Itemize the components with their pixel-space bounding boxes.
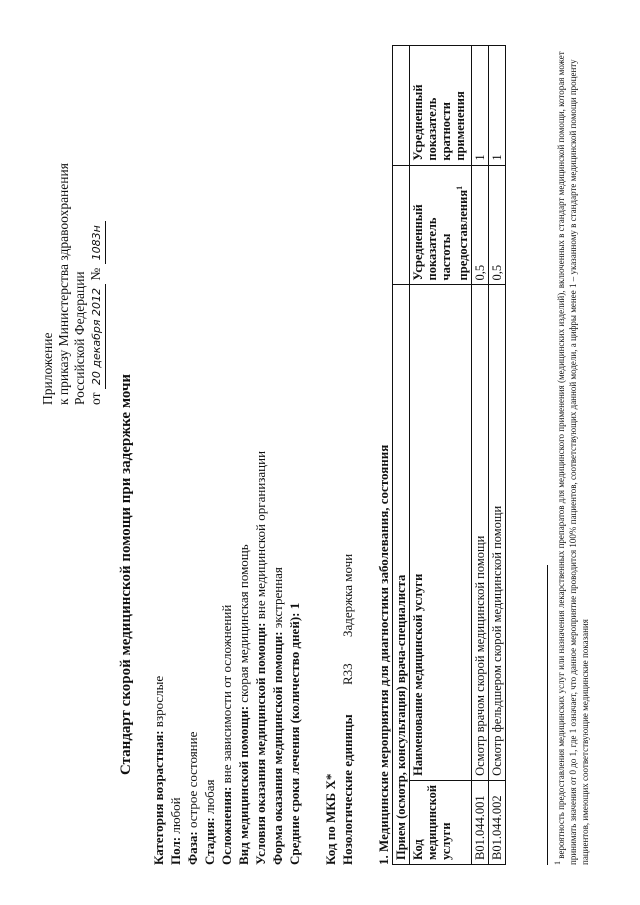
header-frequency: [410, 165, 472, 285]
header-code: Код медицинской услуги: [410, 780, 472, 864]
param-care-form: [269, 451, 286, 865]
table-subheader: Прием (осмотр, консультация) врача-специалиста: [393, 285, 410, 865]
annex-date-line: [88, 163, 106, 405]
param-care-conditions: [252, 451, 269, 865]
annex-block: [40, 163, 106, 405]
param-label: Категория возрастная:: [151, 730, 166, 865]
table-subheader-empty: [393, 165, 410, 285]
param-label: Вид медицинской помощи:: [236, 705, 251, 865]
param-label: Осложнения:: [219, 786, 234, 865]
param-value: любая: [202, 779, 217, 818]
param-care-type: [235, 451, 252, 865]
icd-block: [322, 554, 356, 865]
cell-name: Осмотр врачом скорой медицинской помощи: [472, 285, 489, 780]
cell-frequency: 0,5: [489, 165, 506, 285]
param-value: вне зависимости от осложнений: [219, 604, 234, 787]
cell-name: Осмотр фельдшером скорой медицинской помощи: [489, 285, 506, 780]
param-value: любой: [168, 797, 183, 837]
icd-heading: Код по МКБ Х*: [323, 773, 338, 865]
annex-line-1: Приложение: [40, 332, 55, 405]
date-prefix: от: [88, 392, 103, 405]
param-sex: [167, 451, 184, 865]
header-frequency-text: Усредненный показатель частоты предоставления: [411, 189, 471, 281]
table-row: [489, 46, 506, 865]
param-age: [150, 451, 167, 865]
cell-multiplicity: 1: [472, 46, 489, 166]
table-header-row: [410, 46, 472, 865]
param-value: экстренная: [270, 567, 285, 632]
param-value: взрослые: [151, 675, 166, 731]
document-title: Стандарт скорой медицинской помощи при задержке мочи: [118, 373, 134, 775]
icd-row: [339, 554, 356, 865]
header-name: Наименование медицинской услуги: [410, 285, 472, 780]
param-value: острое состояние: [185, 731, 200, 832]
param-value: 1: [287, 602, 302, 613]
cell-code: B01.044.002: [489, 780, 506, 864]
icd-label: Нозологические единицы: [340, 714, 355, 865]
param-label: Пол:: [168, 836, 183, 865]
table-subheader-row: [393, 46, 410, 865]
handwritten-number: 1083н: [89, 221, 106, 264]
icd-code: R33: [340, 663, 355, 685]
footnote-ref: 1: [455, 185, 464, 190]
services-table: [392, 45, 506, 865]
standard-parameters: [150, 451, 303, 865]
handwritten-date: 20 декабря 2012: [89, 284, 106, 389]
param-label: Форма оказания медицинской помощи:: [270, 631, 285, 865]
param-value: вне медицинской организации: [253, 450, 268, 623]
footnote-text: вероятность предоставления медицинских услуг или назначения лекарственных препаратов для медицинского применения (медицинских изделий), включенных в стандарт медицинской помощи, которая может принимать значения от 0 до 1, где 1 означает, что данное мероприятие проводится 100% пациентов, соответствующих данной модели, а цифры менее 1 – указанному в стандарте медицинской помощи проценту пациентов, имеющих соответствующие медицинские показания: [556, 51, 590, 865]
table-row: [472, 46, 489, 865]
param-value: скорая медицинская помощь: [236, 544, 251, 706]
annex-line-2: к приказу Министерства здравоохранения: [56, 163, 71, 405]
param-label: Стадия:: [202, 817, 217, 865]
param-phase: [184, 451, 201, 865]
annex-line-3: Российской Федерации: [72, 271, 87, 405]
icd-name: Задержка мочи: [340, 553, 355, 637]
footnote-divider: [547, 565, 548, 865]
param-label: Фаза:: [185, 831, 200, 865]
footnote-mark: 1: [553, 861, 562, 865]
param-stage: [201, 451, 218, 865]
param-complications: [218, 451, 235, 865]
cell-multiplicity: 1: [489, 46, 506, 166]
section-title: 1. Медицинские мероприятия для диагностики заболевания, состояния: [376, 444, 391, 865]
param-label: Средние сроки лечения (количество дней):: [287, 612, 302, 865]
param-duration: [286, 451, 303, 865]
param-label: Условия оказания медицинской помощи:: [253, 622, 268, 865]
footnote: [552, 45, 591, 865]
number-prefix: №: [88, 267, 103, 281]
cell-frequency: 0,5: [472, 165, 489, 285]
table-subheader-empty: [393, 46, 410, 166]
cell-code: B01.044.001: [472, 780, 489, 864]
header-multiplicity: Усредненный показатель кратности применения: [410, 46, 472, 166]
